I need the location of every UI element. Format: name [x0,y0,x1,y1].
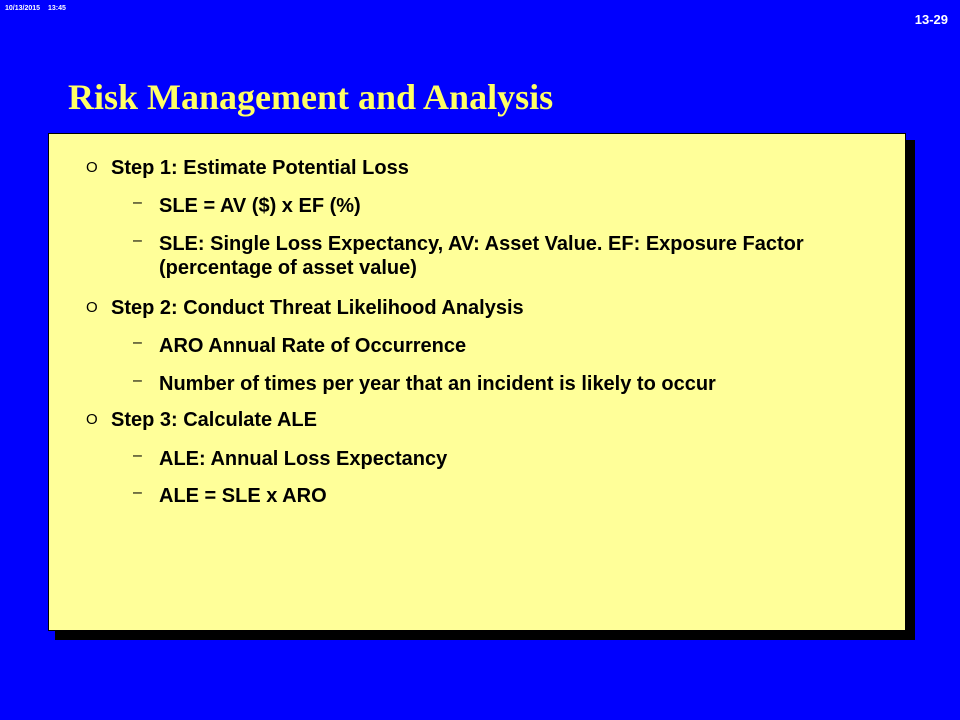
sub-bullet-sle-formula [133,194,889,218]
dash-marker-icon: – [133,484,142,501]
bullet-text: SLE = AV ($) x EF (%) [159,195,361,217]
bullet-text: Number of times per year that an incident is likely to occur [159,373,716,395]
sub-bullet-sle-definitions [133,232,889,280]
dash-marker-icon: – [133,232,142,249]
content-panel [48,133,906,631]
bullet-text: Step 3: Calculate ALE [111,409,317,431]
sub-bullet-ale-formula [133,484,889,508]
bullet-text: ALE = SLE x ARO [159,485,327,507]
bullet-step-3 [86,408,871,432]
dash-marker-icon: – [133,334,142,351]
slide-number: 13-29 [914,12,948,27]
dash-marker-icon: – [133,194,142,211]
sub-bullet-aro [133,334,889,358]
slide-title: Risk Management and Analysis [68,77,554,117]
bullet-marker-icon: O [86,299,98,316]
bullet-marker-icon: O [86,411,98,428]
sub-bullet-ale [133,447,889,471]
dash-marker-icon: – [133,372,142,389]
bullet-marker-icon: O [86,159,98,176]
datestamp [5,5,66,12]
bullet-step-2 [86,296,871,320]
bullet-text: Step 2: Conduct Threat Likelihood Analysis [111,297,524,319]
bullet-text: ALE: Annual Loss Expectancy [159,448,448,470]
time-text: 13:45 [48,5,66,12]
date-text: 10/13/2015 [5,5,41,12]
bullet-step-1 [86,156,871,180]
bullet-text: SLE: Single Loss Expectancy, AV: Asset Value. EF: Exposure Factor (percentage of asset value) [159,233,804,279]
bullet-text: Step 1: Estimate Potential Loss [111,157,409,179]
sub-bullet-aro-definition [133,372,889,396]
dash-marker-icon: – [133,447,142,464]
bullet-text: ARO Annual Rate of Occurrence [159,335,467,357]
